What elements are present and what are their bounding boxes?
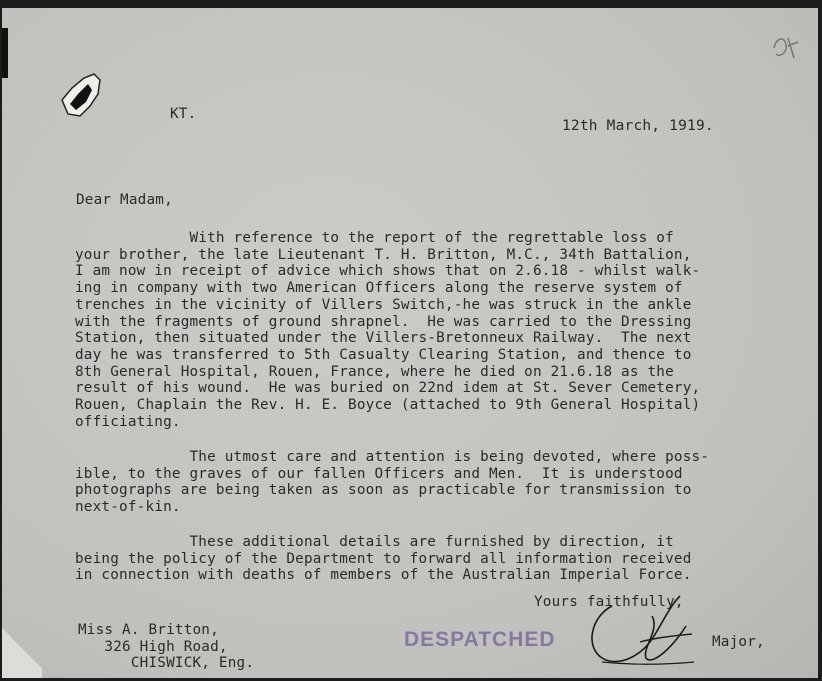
handwritten-signature — [582, 586, 702, 678]
addressee-block: Miss A. Britton, 326 High Road, CHISWICK, Eng. — [78, 622, 255, 672]
body-paragraph-1: With reference to the report of the regrettable loss of your brother, the late Lieutenant T. H. Britton, M.C., 34th Battalion, I am now in receipt of advice which shows that on 2.6.18 - whilst walk- ing in company with two American Officers along the reserve system of trenches in the vicinity of Villers Switch,-he was struck in the ankle with the fragments of ground shrapnel. He was carried to the Dressing Station, then situated under the Villers-Bretonneux Railway. The next day he was transferred to 5th Casualty Clearing Station, and thence to 8th General Hospital, Rouen, France, where he died on 21.6.18 as the result of his wound. He was buried on 22nd idem at St. Sever Cemetery, Rouen, Chaplain the Rev. H. E. Boyce (attached to 9th General Hospital) officiating. — [75, 230, 701, 430]
signatory-rank: Major, — [712, 634, 765, 650]
letter-page — [2, 8, 818, 678]
salutation: Dear Madam, — [76, 192, 173, 208]
body-paragraph-3: These additional details are furnished by direction, it being the policy of the Department to forward all information received in connection with deaths of members of the Australian Imperial Force. — [75, 534, 692, 584]
body-paragraph-2: The utmost care and attention is being devoted, where poss- ible, to the graves of our fallen Officers and Men. It is understood photographs are being taken as soon as practicable for transmission to next-of-kin. — [75, 449, 710, 516]
letter-date: 12th March, 1919. — [562, 118, 714, 134]
pencil-folio-mark — [766, 28, 806, 68]
closing: Yours faithfully, — [534, 594, 684, 610]
reference-code: KT. — [170, 106, 197, 122]
despatched-stamp: DESPATCHED — [404, 628, 556, 651]
torn-corner-mark — [58, 70, 104, 120]
scan-edge — [2, 28, 8, 78]
